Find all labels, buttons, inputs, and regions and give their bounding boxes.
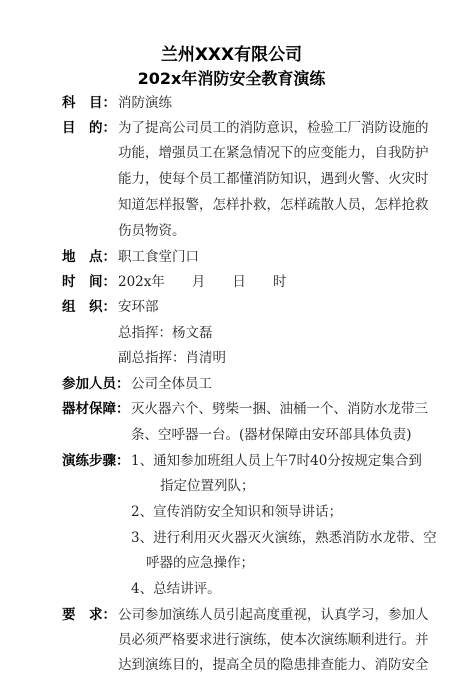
step-item: 2、宣传消防安全知识和领导讲话； xyxy=(131,504,343,520)
time-label: 时 间： xyxy=(62,274,116,290)
participants-label: 参加人员： xyxy=(62,376,130,392)
requirements-label: 要 求： xyxy=(62,607,116,623)
commander: 总指挥：杨文磊 xyxy=(118,325,213,341)
requirements-line: 公司参加演练人员引起高度重视，认真学习，参加人 xyxy=(118,607,429,623)
deputy-commander: 副总指挥：肖清明 xyxy=(118,350,226,366)
step-item-continued: 指定位置列队； xyxy=(160,478,255,494)
organization-label: 组 织： xyxy=(62,299,116,315)
step-item: 1、通知参加班组人员上午7时40分按规定集合到 xyxy=(131,453,422,469)
document-subtitle: 202x年消防安全教育演练 xyxy=(137,69,326,88)
purpose-line: 能力，使每个员工都懂消防知识，遇到火警、火灾时 xyxy=(118,171,429,187)
time-value: 202x年 月 日 时 xyxy=(118,274,287,290)
requirements-line: 员必须严格要求进行演练，使本次演练顺利进行。并 xyxy=(118,632,429,648)
purpose-line: 伤员物资。 xyxy=(118,223,186,239)
subject-label: 科 目： xyxy=(62,95,116,111)
step-item: 3、进行利用灭火器灭火演练，熟悉消防水龙带、空 xyxy=(131,530,437,546)
equipment-line: 灭火器六个、劈柴一捆、油桶一个、消防水龙带三 xyxy=(131,401,428,417)
steps-label: 演练步骤： xyxy=(62,453,130,469)
equipment-line: 条、空呼器一台。(器材保障由安环部具体负责) xyxy=(131,427,412,443)
step-item-continued: 呼器的应急操作； xyxy=(146,555,254,571)
purpose-line: 为了提高公司员工的消防意识，检验工厂消防设施的 xyxy=(118,120,429,136)
purpose-line: 知道怎样报警，怎样扑救，怎样疏散人员，怎样抢救 xyxy=(118,197,429,213)
purpose-line: 功能，增强员工在紧急情况下的应变能力，自我防护 xyxy=(118,145,429,161)
step-item: 4、总结讲评。 xyxy=(131,581,221,597)
organization-value: 安环部 xyxy=(118,299,159,315)
purpose-label: 目 的： xyxy=(62,120,116,136)
requirements-line: 达到演练目的，提高全员的隐患排查能力、消防安全 xyxy=(118,657,429,673)
company-title: 兰州XXX有限公司 xyxy=(160,45,303,65)
location-value: 职工食堂门口 xyxy=(118,249,199,265)
equipment-label: 器材保障： xyxy=(62,401,130,417)
participants-value: 公司全体员工 xyxy=(131,376,212,392)
subject-value: 消防演练 xyxy=(118,95,172,111)
location-label: 地 点： xyxy=(62,249,116,265)
